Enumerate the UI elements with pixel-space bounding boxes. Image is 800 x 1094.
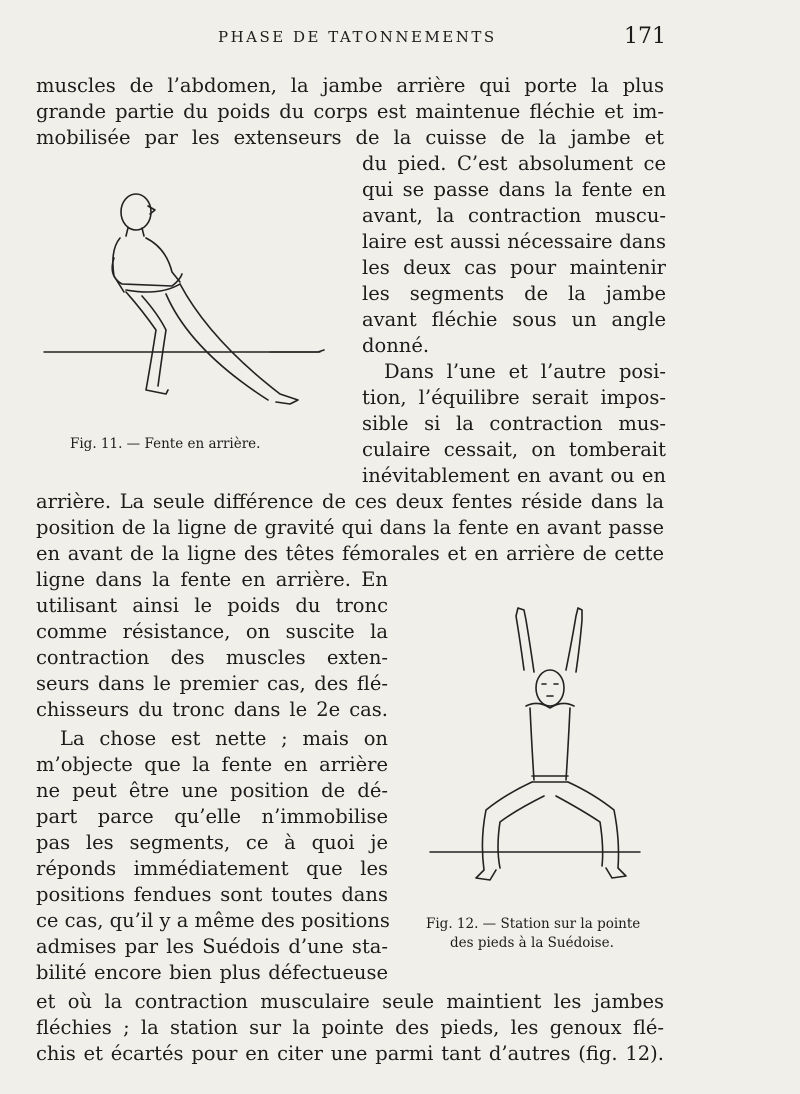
text-line: du pied. C’est absolument ce	[362, 152, 666, 175]
text-line: donné.	[362, 334, 430, 357]
text-line: position de la ligne de gravité qui dans la fente en avant passe	[36, 516, 664, 539]
figure-11-lunge-illustration	[40, 180, 340, 420]
text-line: admises par les Suédois d’une sta-	[36, 935, 388, 958]
running-title: PHASE DE TATONNEMENTS	[218, 28, 497, 46]
text-line: pas les segments, ce à quoi je	[36, 831, 388, 854]
text-line: La chose est nette ; mais on	[60, 727, 388, 750]
page-number: 171	[624, 24, 666, 49]
figure-11-caption: Fig. 11. — Fente en arrière.	[70, 436, 261, 452]
figure-12-caption-line2: des pieds à la Suédoise.	[450, 935, 614, 951]
text-line: arrière. La seule différence de ces deux fentes réside dans la	[36, 490, 664, 513]
text-line: fléchies ; la station sur la pointe des pieds, les genoux flé-	[36, 1016, 664, 1039]
text-line: Dans l’une et l’autre posi-	[384, 360, 666, 383]
text-line: positions fendues sont toutes dans	[36, 883, 388, 906]
text-line: qui se passe dans la fente en	[362, 178, 666, 201]
text-line: les segments de la jambe	[362, 282, 666, 305]
figure-12-swedish-stance-illustration	[420, 600, 650, 900]
text-line: bilité encore bien plus défectueuse	[36, 961, 388, 984]
text-line: seurs dans le premier cas, des flé-	[36, 672, 388, 695]
text-line: culaire cessait, on tomberait	[362, 438, 666, 461]
text-line: inévitablement en avant ou en	[362, 464, 666, 487]
text-line: mobilisée par les extenseurs de la cuisse de la jambe et	[36, 126, 664, 149]
text-line: m’objecte que la fente en arrière	[36, 753, 388, 776]
text-line: en avant de la ligne des têtes fémorales et en arrière de cette	[36, 542, 664, 565]
text-line: comme résistance, on suscite la	[36, 620, 388, 643]
text-line: part parce qu’elle n’immobilise	[36, 805, 388, 828]
text-line: utilisant ainsi le poids du tronc	[36, 594, 388, 617]
figure-12-caption-line1: Fig. 12. — Station sur la pointe	[426, 916, 641, 932]
text-line: les deux cas pour maintenir	[362, 256, 666, 279]
text-line: sible si la contraction mus-	[362, 412, 666, 435]
text-line: réponds immédiatement que les	[36, 857, 388, 880]
text-line: avant, la contraction muscu-	[362, 204, 666, 227]
text-line: chisseurs du tronc dans le 2e cas.	[36, 698, 388, 721]
text-line: tion, l’équilibre serait impos-	[362, 386, 666, 409]
text-line: et où la contraction musculaire seule maintient les jambes	[36, 990, 664, 1013]
text-line: avant fléchie sous un angle	[362, 308, 666, 331]
text-line: contraction des muscles exten-	[36, 646, 388, 669]
text-line: laire est aussi nécessaire dans	[362, 230, 666, 253]
text-line: ne peut être une position de dé-	[36, 779, 388, 802]
text-line: chis et écartés pour en citer une parmi tant d’autres (fig. 12).	[36, 1042, 664, 1065]
text-line: grande partie du poids du corps est maintenue fléchie et im-	[36, 100, 664, 123]
text-line: ce cas, qu’il y a même des positions	[36, 909, 390, 932]
page-header	[0, 24, 800, 52]
text-line: muscles de l’abdomen, la jambe arrière qui porte la plus	[36, 74, 664, 97]
text-line: ligne dans la fente en arrière. En	[36, 568, 388, 591]
